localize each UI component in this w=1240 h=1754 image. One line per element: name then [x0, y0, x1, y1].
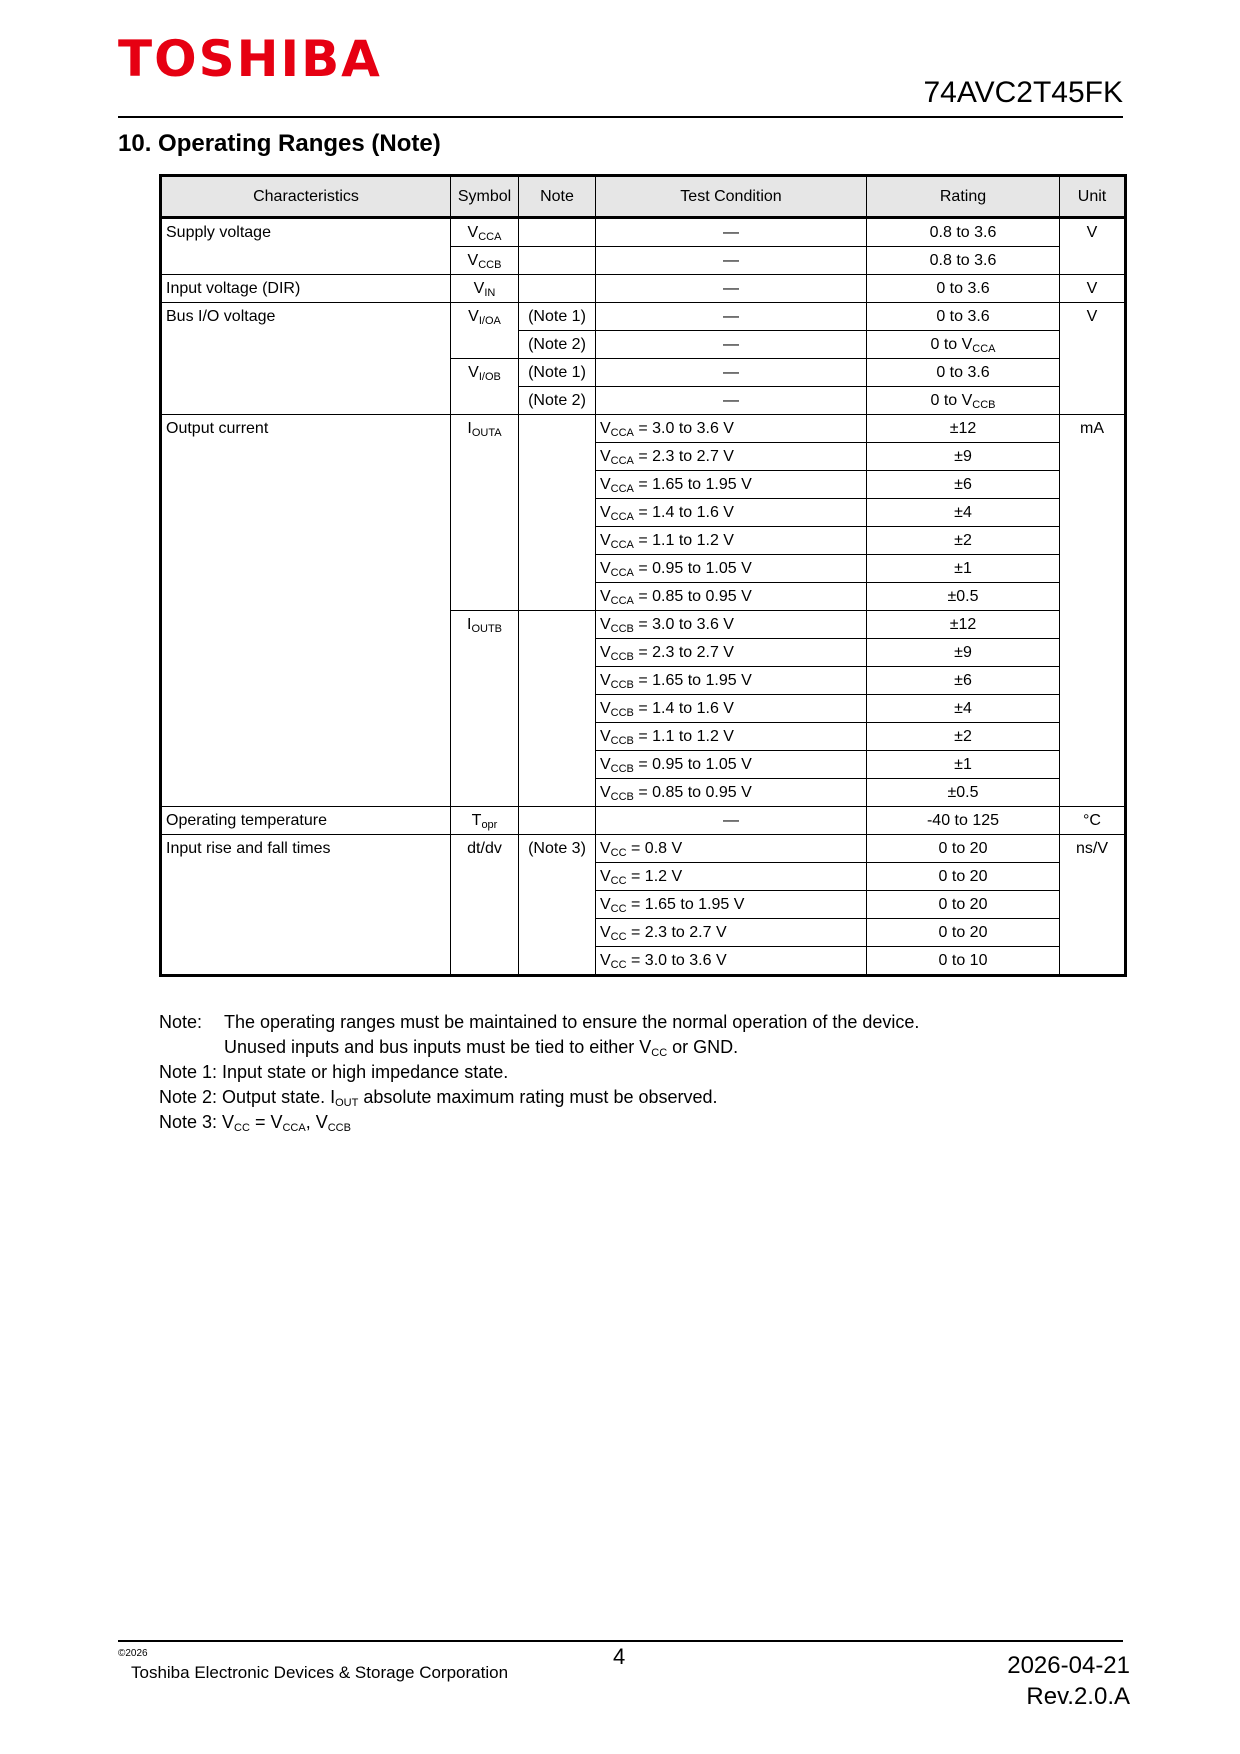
- condition-cell: $V_{CC} = 2.3$ to 2.7 V: [596, 919, 867, 947]
- note-1: Note 1: Input state or high impedance state.: [159, 1062, 509, 1082]
- section-title: 10. Operating Ranges (Note): [118, 130, 441, 157]
- condition-cell: $V_{CCB} = 1.1$ to 1.2 V: [596, 723, 867, 751]
- condition-cell: $V_{CC} = 3.0$ to 3.6 V: [596, 947, 867, 976]
- rating-cell: 0 to 3.6: [867, 303, 1060, 331]
- notes-block: [159, 1010, 919, 1135]
- table-row: [161, 218, 1126, 247]
- unit-cell: ns/V: [1060, 835, 1126, 976]
- rating-cell: ±4: [867, 499, 1060, 527]
- note-cell: [519, 247, 596, 275]
- header-rating: Rating: [867, 176, 1060, 218]
- part-number: 74AVC2T45FK: [923, 76, 1123, 109]
- condition-cell: $V_{CCA} = 0.85$ to 0.95 V: [596, 583, 867, 611]
- characteristic-cell: Supply voltage: [161, 218, 451, 275]
- unit-cell: V: [1060, 303, 1126, 415]
- condition-cell: $V_{CCA} = 0.95$ to 1.05 V: [596, 555, 867, 583]
- condition-cell: $V_{CCA} = 1.1$ to 1.2 V: [596, 527, 867, 555]
- note-cell: (Note 1): [519, 359, 596, 387]
- condition-cell: —: [596, 275, 867, 303]
- symbol-cell: $V_{I/OB}$: [451, 359, 519, 415]
- header-characteristics: Characteristics: [161, 176, 451, 218]
- condition-cell: $V_{CCB} = 2.3$ to 2.7 V: [596, 639, 867, 667]
- condition-cell: $V_{CC} = 1.65$ to 1.95 V: [596, 891, 867, 919]
- header-symbol: Symbol: [451, 176, 519, 218]
- condition-cell: $V_{CCB} = 3.0$ to 3.6 V: [596, 611, 867, 639]
- condition-cell: —: [596, 331, 867, 359]
- revision: Rev.2.0.A: [1026, 1683, 1130, 1710]
- condition-cell: $V_{CCA} = 2.3$ to 2.7 V: [596, 443, 867, 471]
- rating-cell: 0 to 20: [867, 835, 1060, 863]
- condition-cell: —: [596, 387, 867, 415]
- header-divider: [118, 116, 1123, 118]
- note-cell: (Note 2): [519, 331, 596, 359]
- symbol-cell: $I_{OUTA}$: [451, 415, 519, 611]
- condition-cell: $V_{CCA} = 1.65$ to 1.95 V: [596, 471, 867, 499]
- table-header-row: [161, 176, 1126, 218]
- condition-cell: —: [596, 303, 867, 331]
- toshiba-logo: TOSHIBA: [118, 30, 382, 88]
- rating-cell: 0 to 20: [867, 863, 1060, 891]
- characteristic-cell: Input rise and fall times: [161, 835, 451, 976]
- note-line-1: The operating ranges must be maintained to ensure the normal operation of the device.: [224, 1012, 920, 1032]
- rating-cell: ±0.5: [867, 583, 1060, 611]
- characteristic-cell: Input voltage (DIR): [161, 275, 451, 303]
- rating-cell: ±0.5: [867, 779, 1060, 807]
- symbol-cell: $V_{CCA}$: [451, 218, 519, 247]
- note-3: Note 3: $V_{CC} = V_{CCA}$, $V_{CCB}$: [159, 1112, 351, 1134]
- rating-cell: 0 to 10: [867, 947, 1060, 976]
- rating-cell: 0.8 to 3.6: [867, 247, 1060, 275]
- rating-cell: ±9: [867, 639, 1060, 667]
- note-cell: (Note 2): [519, 387, 596, 415]
- unit-cell: V: [1060, 218, 1126, 275]
- rating-cell: ±2: [867, 527, 1060, 555]
- note-cell: (Note 1): [519, 303, 596, 331]
- condition-cell: $V_{CCA} = 3.0$ to 3.6 V: [596, 415, 867, 443]
- rating-cell: ±9: [867, 443, 1060, 471]
- rating-cell: 0 to 20: [867, 891, 1060, 919]
- symbol-cell: dt/dv: [451, 835, 519, 976]
- rating-cell: ±12: [867, 415, 1060, 443]
- note-2: Note 2: Output state. $I_{OUT}$ absolute maximum rating must be observed.: [159, 1087, 718, 1109]
- condition-cell: —: [596, 807, 867, 835]
- rating-cell: ±1: [867, 751, 1060, 779]
- header-test-condition: Test Condition: [596, 176, 867, 218]
- issue-date: 2026-04-21: [1007, 1652, 1130, 1679]
- condition-cell: —: [596, 359, 867, 387]
- condition-cell: $V_{CCB} = 1.65$ to 1.95 V: [596, 667, 867, 695]
- page-number: 4: [613, 1644, 626, 1669]
- operating-ranges-table: [159, 174, 1127, 977]
- note-cell: [519, 218, 596, 247]
- note-cell: [519, 611, 596, 807]
- rating-cell: ±12: [867, 611, 1060, 639]
- rating-cell: ±4: [867, 695, 1060, 723]
- condition-cell: $V_{CCB} = 0.95$ to 1.05 V: [596, 751, 867, 779]
- note-cell: [519, 275, 596, 303]
- company-name: Toshiba Electronic Devices & Storage Corporation: [131, 1663, 509, 1682]
- footer-divider: [118, 1640, 1123, 1642]
- table-row: [161, 275, 1126, 303]
- note-line-2: Unused inputs and bus inputs must be tied to either $V_{CC}$ or GND.: [224, 1037, 739, 1059]
- unit-cell: V: [1060, 275, 1126, 303]
- rating-cell: ±2: [867, 723, 1060, 751]
- unit-cell: mA: [1060, 415, 1126, 807]
- table-row: [161, 415, 1126, 443]
- condition-cell: —: [596, 247, 867, 275]
- rating-cell: 0.8 to 3.6: [867, 218, 1060, 247]
- condition-cell: $V_{CC} = 1.2$ V: [596, 863, 867, 891]
- note-cell: (Note 3): [519, 835, 596, 976]
- rating-cell: 0 to 3.6: [867, 359, 1060, 387]
- condition-cell: $V_{CCB} = 1.4$ to 1.6 V: [596, 695, 867, 723]
- note-cell: [519, 807, 596, 835]
- note-label: Note:: [159, 1012, 203, 1032]
- note-general: [159, 1010, 919, 1035]
- symbol-cell: $V_{CCB}$: [451, 247, 519, 275]
- symbol-cell: $V_{I/OA}$: [451, 303, 519, 359]
- condition-cell: $V_{CCB} = 0.85$ to 0.95 V: [596, 779, 867, 807]
- rating-cell: -40 to 125: [867, 807, 1060, 835]
- characteristic-cell: Bus I/O voltage: [161, 303, 451, 415]
- rating-cell: 0 to $V_{CCA}$: [867, 331, 1060, 359]
- condition-cell: $V_{CC} = 0.8$ V: [596, 835, 867, 863]
- rating-cell: 0 to 3.6: [867, 275, 1060, 303]
- header-note: Note: [519, 176, 596, 218]
- condition-cell: —: [596, 218, 867, 247]
- characteristic-cell: Output current: [161, 415, 451, 807]
- rating-cell: 0 to 20: [867, 919, 1060, 947]
- header-unit: Unit: [1060, 176, 1126, 218]
- table-row: [161, 303, 1126, 331]
- rating-cell: ±6: [867, 667, 1060, 695]
- rating-cell: ±6: [867, 471, 1060, 499]
- rating-cell: ±1: [867, 555, 1060, 583]
- symbol-cell: $I_{OUTB}$: [451, 611, 519, 807]
- note-cell: [519, 415, 596, 611]
- unit-cell: °C: [1060, 807, 1126, 835]
- condition-cell: $V_{CCA} = 1.4$ to 1.6 V: [596, 499, 867, 527]
- copyright: ©2026: [118, 1648, 148, 1659]
- table-row: [161, 835, 1126, 863]
- symbol-cell: $T_{opr}$: [451, 807, 519, 835]
- rating-cell: 0 to $V_{CCB}$: [867, 387, 1060, 415]
- characteristic-cell: Operating temperature: [161, 807, 451, 835]
- table-row: [161, 807, 1126, 835]
- symbol-cell: $V_{IN}$: [451, 275, 519, 303]
